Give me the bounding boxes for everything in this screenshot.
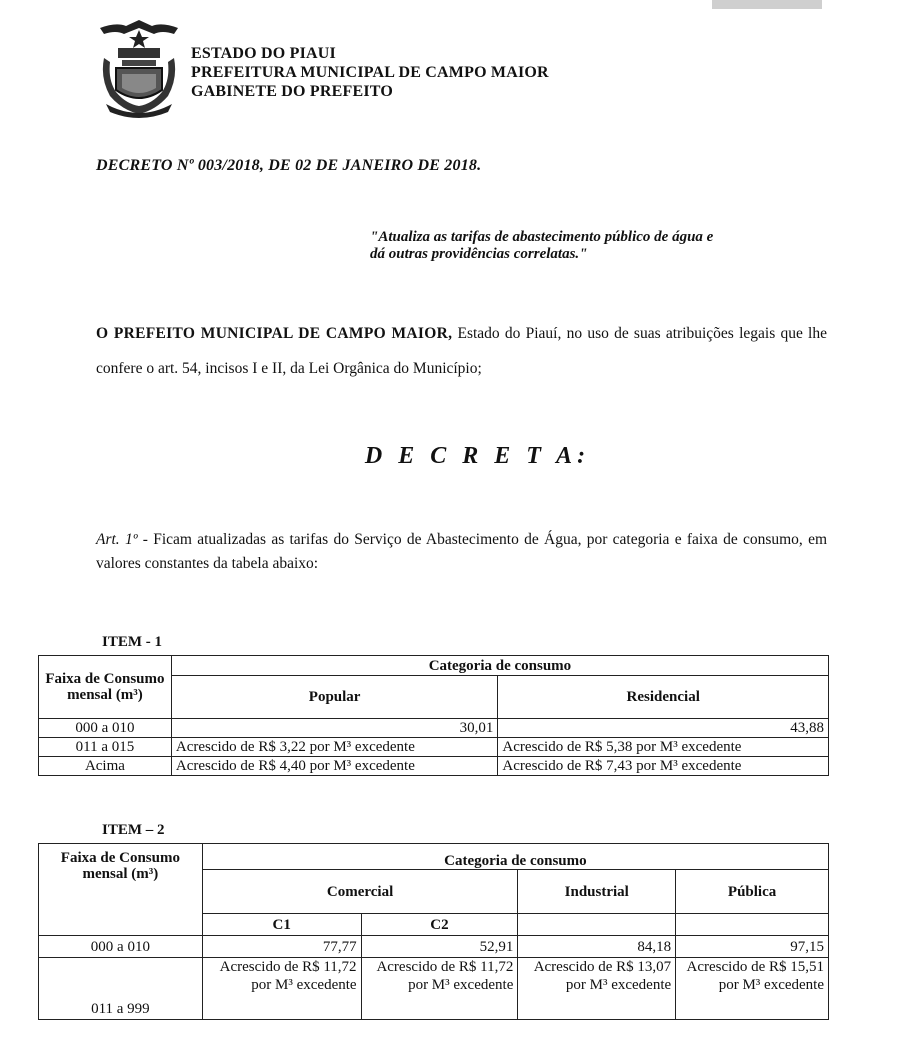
item-2-row-2-faixa: 011 a 999: [39, 958, 203, 1020]
item-2-sub-industrial-empty: [518, 914, 676, 936]
item-1-row-2-residencial: Acrescido de R$ 5,38 por M³ excedente: [498, 738, 829, 757]
decree-ementa: [370, 229, 830, 263]
item-1-col-popular: Popular: [171, 676, 498, 719]
coat-of-arms-logo: [96, 18, 182, 118]
item-1-col-residencial: Residencial: [498, 676, 829, 719]
item-2-faixa-header: Faixa de Consumo mensal (m³): [39, 844, 203, 936]
header-gabinete: GABINETE DO PREFEITO: [191, 83, 393, 100]
item-1-table: [38, 655, 829, 776]
item-2-sub-publica-empty: [676, 914, 829, 936]
item-2-row-1-publica: 97,15: [676, 936, 829, 958]
article-1-label: Art. 1º -: [96, 531, 148, 548]
item-1-row-3-faixa: Acima: [39, 757, 172, 776]
item-2-row-2-c1: Acrescido de R$ 11,72 por M³ excedente: [202, 958, 361, 1020]
item-1-categoria-header: Categoria de consumo: [171, 656, 828, 676]
decreta-heading: D E C R E T A:: [364, 443, 591, 469]
table-row: [39, 719, 829, 738]
article-1-text: Ficam atualizadas as tarifas do Serviço de Abastecimento de Água, por categoria e faixa de consumo, em valores constantes da tabela abaixo:: [96, 531, 828, 572]
item-2-row-1-faixa: 000 a 010: [39, 936, 203, 958]
ementa-line-2: dá outras providências correlatas.": [370, 246, 588, 262]
item-2-sub-c2: C2: [361, 914, 518, 936]
item-2-row-1-c2: 52,91: [361, 936, 518, 958]
item-2-col-publica: Pública: [676, 870, 829, 914]
item-2-label: ITEM – 2: [102, 822, 165, 838]
item-2-row-1-industrial: 84,18: [518, 936, 676, 958]
item-1-row-2-popular: Acrescido de R$ 3,22 por M³ excedente: [171, 738, 498, 757]
top-gray-tab: [712, 0, 822, 9]
item-1-row-2-faixa: 011 a 015: [39, 738, 172, 757]
item-2-col-comercial: Comercial: [202, 870, 518, 914]
ementa-line-1: "Atualiza as tarifas de abastecimento público de água e: [370, 229, 714, 245]
preamble-authority: O PREFEITO MUNICIPAL DE CAMPO MAIOR,: [96, 325, 453, 342]
item-1-row-3-popular: Acrescido de R$ 4,40 por M³ excedente: [171, 757, 498, 776]
item-1-row-3-residencial: Acrescido de R$ 7,43 por M³ excedente: [498, 757, 829, 776]
item-1-faixa-header: Faixa de Consumo mensal (m³): [39, 656, 172, 719]
item-2-table: [38, 843, 829, 1020]
article-1: [96, 528, 827, 576]
item-1-row-1-faixa: 000 a 010: [39, 719, 172, 738]
item-1-row-1-popular: 30,01: [171, 719, 498, 738]
decree-preamble: [96, 316, 827, 386]
item-2-row-2-c2: Acrescido de R$ 11,72 por M³ excedente: [361, 958, 518, 1020]
header-prefeitura: PREFEITURA MUNICIPAL DE CAMPO MAIOR: [191, 64, 549, 81]
item-2-row-2-publica: Acrescido de R$ 15,51 por M³ excedente: [676, 958, 829, 1020]
item-2-categoria-header: Categoria de consumo: [202, 844, 828, 870]
item-1-row-1-residencial: 43,88: [498, 719, 829, 738]
preamble-text: Estado do Piauí, no uso de suas atribuições legais que lhe confere o art. 54, incisos I e II, da Lei Orgânica do Município;: [96, 325, 827, 377]
table-row: [39, 757, 829, 776]
item-2-row-1-c1: 77,77: [202, 936, 361, 958]
table-row: [39, 738, 829, 757]
institution-header: [191, 44, 549, 101]
item-2-sub-c1: C1: [202, 914, 361, 936]
decree-title: DECRETO Nº 003/2018, DE 02 DE JANEIRO DE 2018.: [96, 157, 482, 174]
item-1-label: ITEM - 1: [102, 634, 162, 650]
header-state: ESTADO DO PIAUI: [191, 45, 336, 62]
item-2-col-industrial: Industrial: [518, 870, 676, 914]
table-row: [39, 958, 829, 1020]
table-row: [39, 936, 829, 958]
item-2-row-2-industrial: Acrescido de R$ 13,07 por M³ excedente: [518, 958, 676, 1020]
